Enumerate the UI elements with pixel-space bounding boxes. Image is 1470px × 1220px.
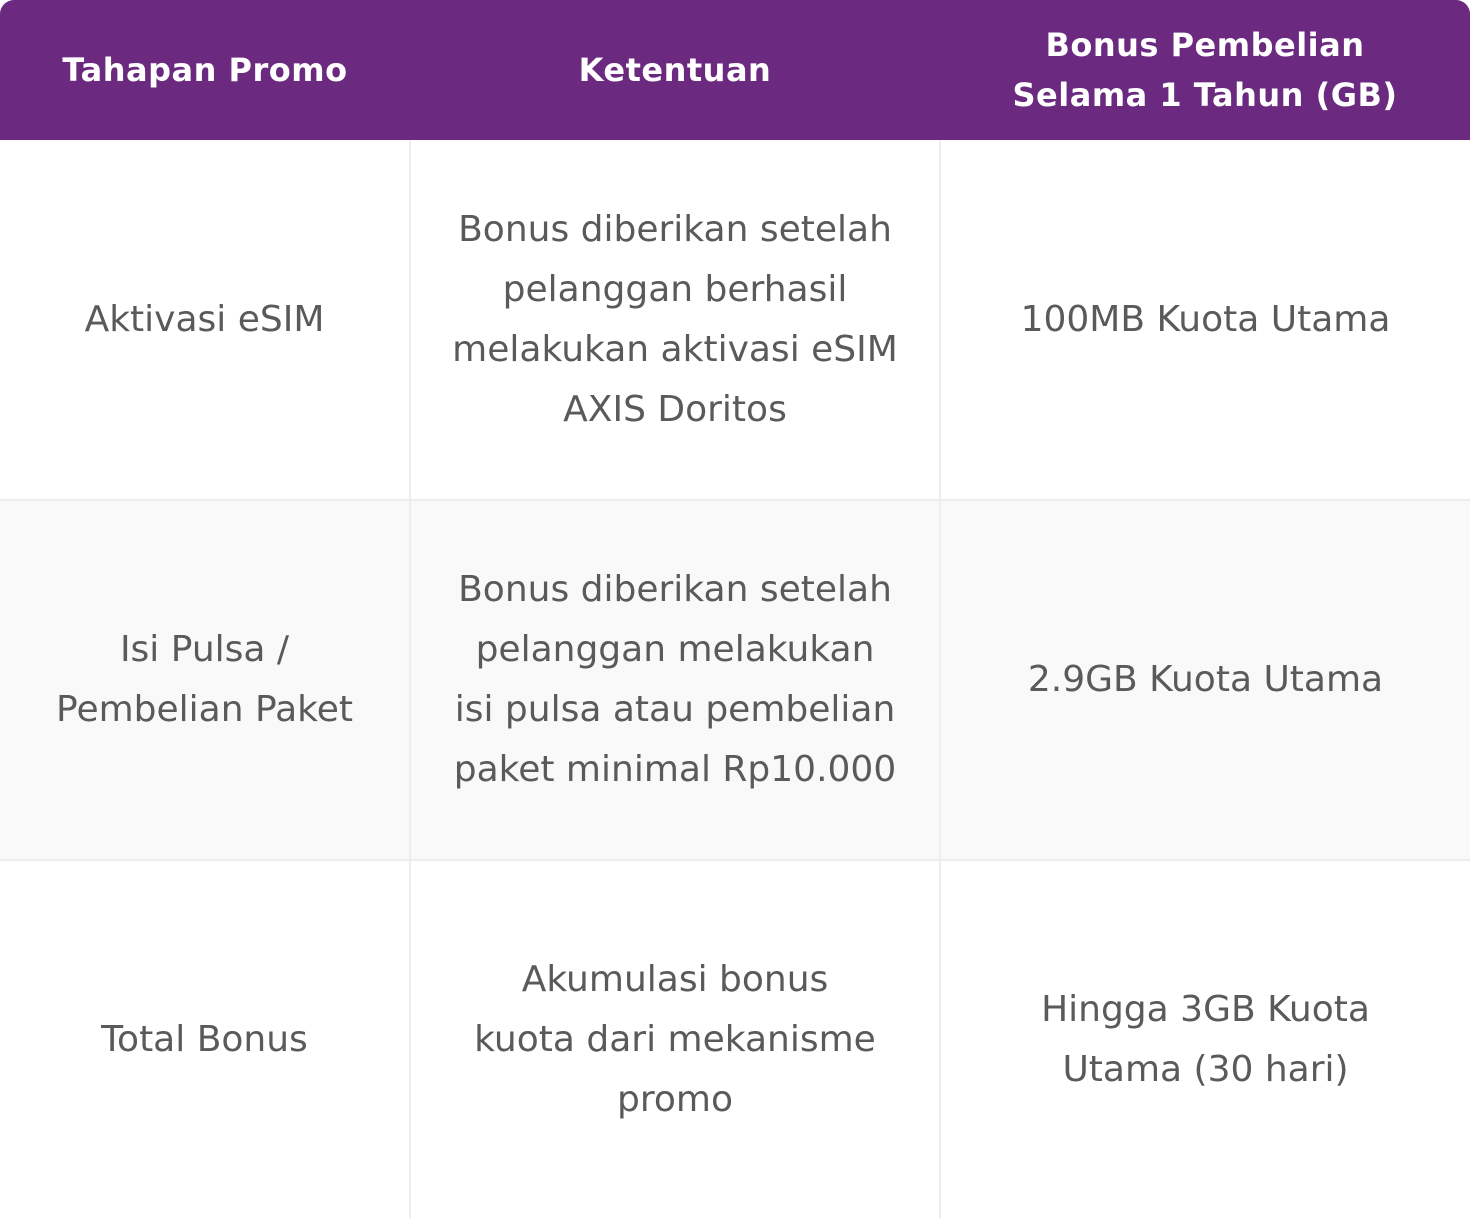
header-ketentuan: Ketentuan	[410, 0, 940, 140]
table-body	[0, 140, 1470, 1218]
header-bonus-pembelian: Bonus Pembelian Selama 1 Tahun (GB)	[940, 0, 1470, 140]
header-row	[0, 0, 1470, 140]
cell-bonus	[940, 860, 1470, 1218]
table-header	[0, 0, 1470, 140]
cell-bonus	[940, 500, 1470, 860]
cell-ketentuan-text: Bonus diberikan setelah pelanggan melakukan isi pulsa atau pembelian paket minimal Rp10.000	[453, 569, 897, 790]
table-row	[0, 140, 1470, 500]
cell-ketentuan-text: Akumulasi bonus kuota dari mekanisme promo	[474, 958, 876, 1120]
table-row	[0, 860, 1470, 1218]
cell-ketentuan-text: Bonus diberikan setelah pelanggan berhasil melakukan aktivasi eSIM AXIS Doritos	[452, 208, 898, 430]
cell-tahapan	[0, 860, 410, 1218]
cell-ketentuan	[410, 140, 940, 500]
cell-bonus-text: Hingga 3GB Kuota Utama (30 hari)	[1041, 988, 1370, 1090]
cell-tahapan-text: Total Bonus	[101, 1018, 308, 1060]
cell-bonus	[940, 140, 1470, 500]
header-tahapan-promo: Tahapan Promo	[0, 0, 410, 140]
cell-tahapan	[0, 140, 410, 500]
cell-bonus-text: 100MB Kuota Utama	[1020, 298, 1391, 340]
cell-bonus-text: 2.9GB Kuota Utama	[1027, 659, 1384, 700]
cell-ketentuan	[410, 500, 940, 860]
table-row	[0, 500, 1470, 860]
cell-tahapan-text: Aktivasi eSIM	[84, 298, 325, 340]
cell-ketentuan	[410, 860, 940, 1218]
cell-tahapan-text: Isi Pulsa / Pembelian Paket	[56, 629, 353, 730]
cell-tahapan	[0, 500, 410, 860]
